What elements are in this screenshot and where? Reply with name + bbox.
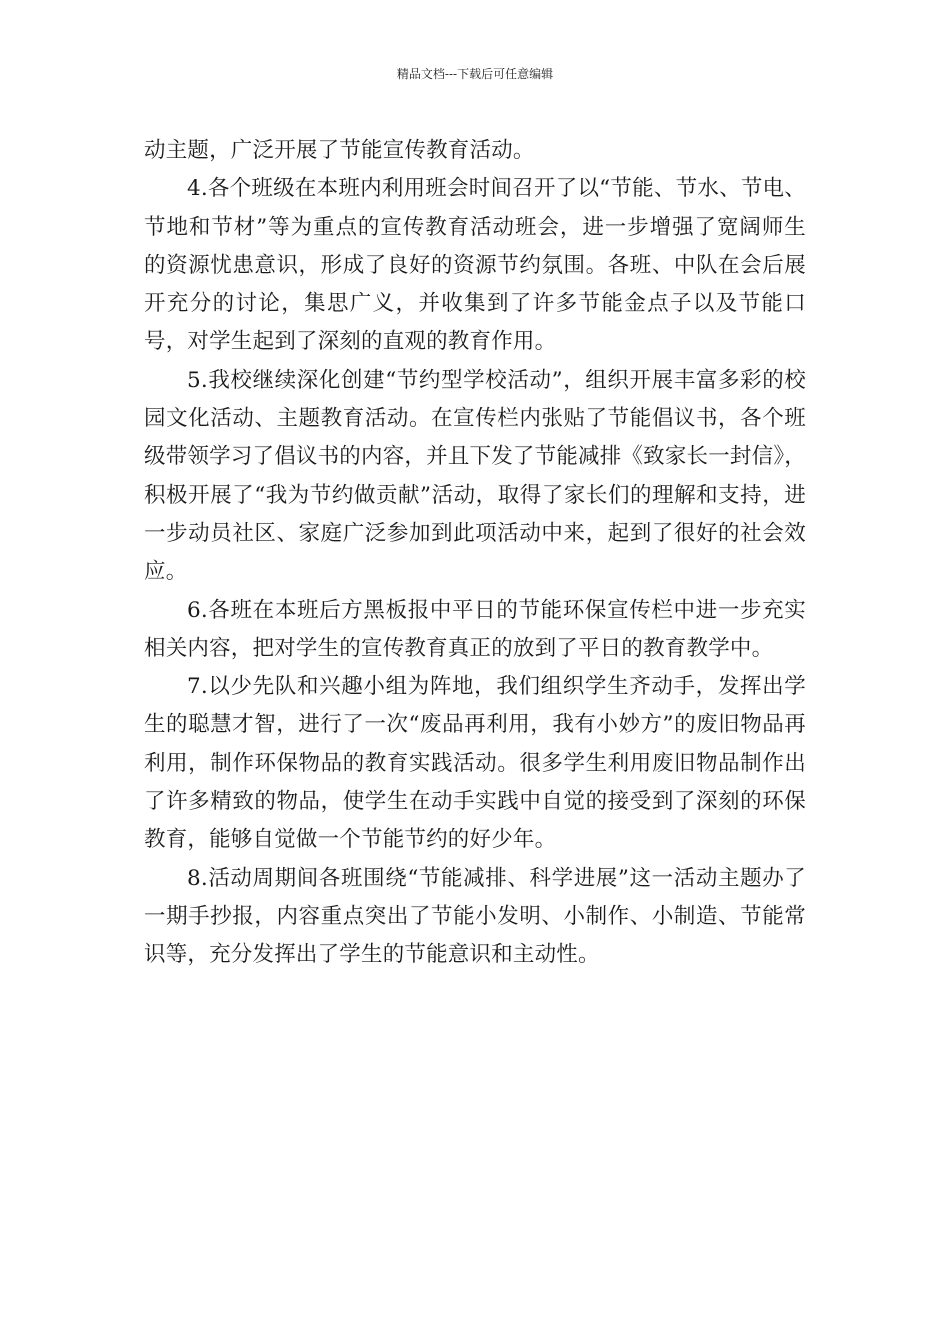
paragraph-item-4: 4.各个班级在本班内利用班会时间召开了以“节能、节水、节电、节地和节材”等为重点的宣传教育活动班会，进一步增强了宽阔师生的资源忧患意识，形成了良好的资源节约氛围。各班、中队在会后展开充分的讨论，集思广义，并收集到了许多节能金点子以及节能口号，对学生起到了深刻的直观的教育作用。 — [144, 176, 806, 355]
paragraph-item-6: 6.各班在本班后方黑板报中平日的节能环保宣传栏中进一步充实相关内容，把对学生的宣传教育真正的放到了平日的教育教学中。 — [144, 597, 806, 661]
document-body — [144, 132, 806, 975]
paragraph-continuation: 动主题，广泛开展了节能宣传教育活动。 — [144, 138, 535, 163]
paragraph-item-8: 8.活动周期间各班围绕“节能减排、科学进展”这一活动主题办了一期手抄报，内容重点突出了节能小发明、小制作、小制造、节能常识等，充分发挥出了学生的节能意识和主动性。 — [144, 865, 806, 968]
page-header: 精品文档---下载后可任意编辑 — [396, 67, 554, 81]
paragraph-item-5: 5.我校继续深化创建“节约型学校活动”，组织开展丰富多彩的校园文化活动、主题教育活动。在宣传栏内张贴了节能倡议书，各个班级带领学习了倡议书的内容，并且下发了节能减排《致家长一封信》，积极开展了“我为节约做贡献”活动，取得了家长们的理解和支持，进一步动员社区、家庭广泛参加到此项活动中来，起到了很好的社会效应。 — [144, 367, 806, 585]
paragraph-item-7: 7.以少先队和兴趣小组为阵地，我们组织学生齐动手，发挥出学生的聪慧才智，进行了一次“废品再利用，我有小妙方”的废旧物品再利用，制作环保物品的教育实践活动。很多学生利用废旧物品制作出了许多精致的物品，使学生在动手实践中自觉的接受到了深刻的环保教育，能够自觉做一个节能节约的好少年。 — [144, 674, 806, 853]
